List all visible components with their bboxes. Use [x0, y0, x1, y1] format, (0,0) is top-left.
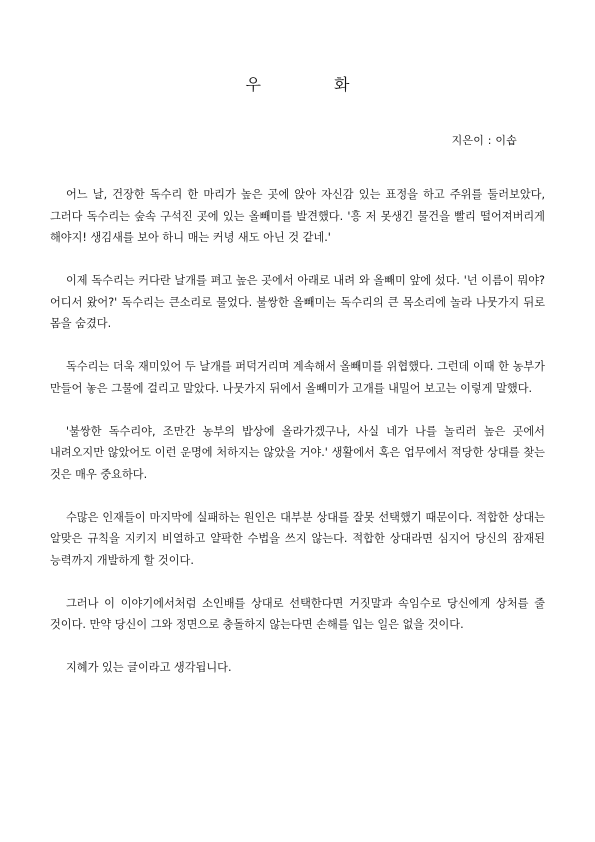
story-paragraph-1: 어느 날, 건장한 독수리 한 마리가 높은 곳에 앉아 자신감 있는 표정을 하고 주위를 둘러보았다, 그러다 독수리는 숲속 구석진 곳에 있는 올빼미를 발견했다. '흥 저 못생긴 물건을 빨리 떨어져버리게 해야지! 생김새를 보아 하니 매는 커녕 새도 아닌 것 같네.': [50, 188, 545, 244]
story-body: [50, 184, 545, 700]
story-paragraph-4: '불쌍한 독수리야, 조만간 농부의 밥상에 올라가겠구나, 사실 네가 나를 놀리러 높은 곳에서 내려오지만 않았어도 이런 운명에 처하지는 않았을 거야.' 생활에서 혹은 업무에서 적당한 상대를 찾는 것은 매우 중요하다.: [50, 424, 545, 481]
author-line: 지은이 : 이솝: [451, 134, 517, 147]
story-paragraph-6: 그러나 이 이야기에서처럼 소인배를 상대로 선택한다면 거짓말과 속임수로 당신에게 상처를 줄 것이다. 만약 당신이 그와 정면으로 충돌하지 않는다면 손해를 입는 일은 없을 것이다.: [50, 596, 545, 631]
story-paragraph-2: 이제 독수리는 커다란 날개를 펴고 높은 곳에서 아래로 내려 와 올빼미 앞에 섰다. '넌 이름이 뭐야? 어디서 왔어?' 독수리는 큰소리로 물었다. 불쌍한 올빼미는 독수리의 큰 목소리에 놀라 나뭇가지 뒤로 몸을 숨겼다.: [50, 274, 545, 330]
closing-comment: 지혜가 있는 글이라고 생각됩니다.: [66, 661, 232, 674]
story-paragraph-3: 독수리는 더욱 재미있어 두 날개를 퍼덕거리며 계속해서 올빼미를 위협했다. 그런데 이때 한 농부가 만들어 놓은 그물에 걸리고 말았다. 나뭇가지 뒤에서 올빼미가 고개를 내밀어 보고는 이렇게 말했다.: [50, 360, 545, 395]
story-paragraph-5: 수많은 인재들이 마지막에 실패하는 원인은 대부분 상대를 잘못 선택했기 때문이다. 적합한 상대는 알맞은 규칙을 지키지 비열하고 얄팍한 수법을 쓰지 않는다. 적합한 상대라면 심지어 당신의 잠재된 능력까지 개발하게 할 것이다.: [50, 510, 545, 567]
document-title: 우 화: [245, 75, 384, 94]
